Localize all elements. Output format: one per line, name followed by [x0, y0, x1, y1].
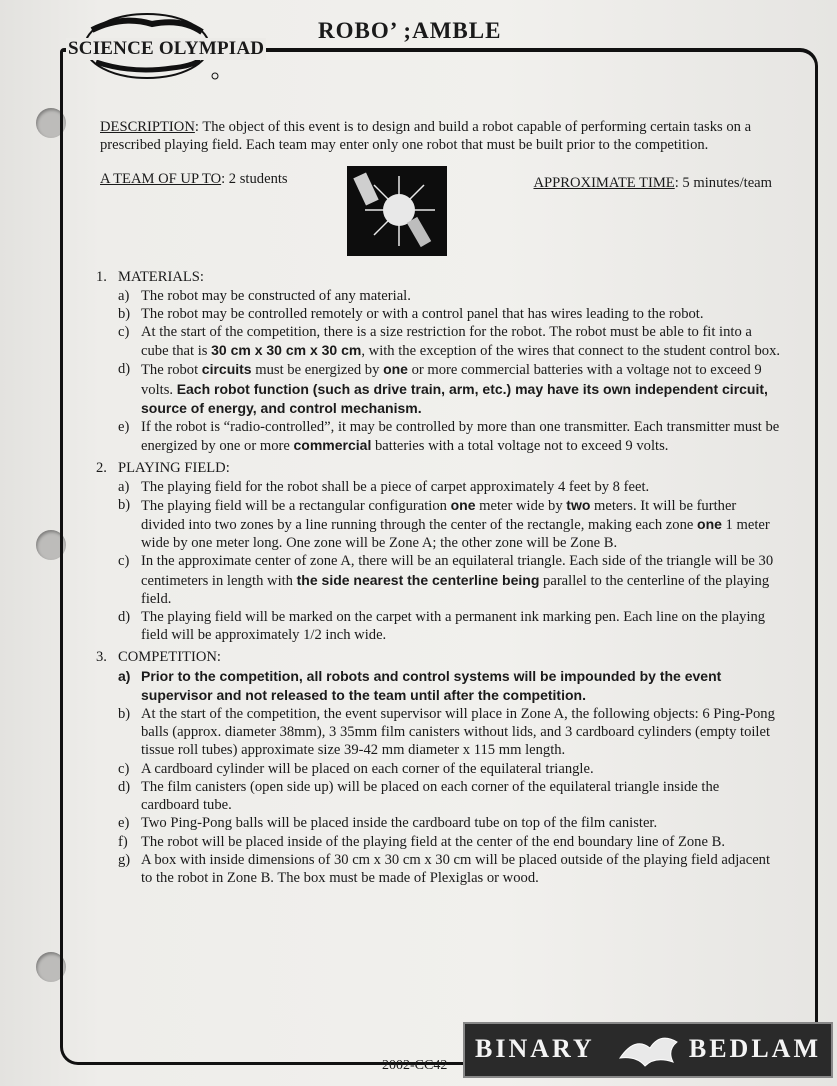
item-bold: 30 cm x 30 cm x 30 cm [211, 342, 362, 359]
item-bold: one [450, 496, 476, 513]
description-text: : The object of this event is to design and build a robot capable of performing certain tasks on a prescribed playing field. Each team may enter only one robot that must be built prior to the competition. [100, 119, 752, 154]
section-competition [96, 648, 780, 887]
list-item [96, 608, 780, 644]
list-item [96, 305, 780, 323]
item-text: batteries with a total voltage not to exceed 9 volts. [371, 438, 669, 455]
item-text: In the approximate center of zone A, there will be an equilateral triangle. Each side of the triangle will be 30 centimeters in length with [141, 553, 774, 589]
item-bold: two [566, 496, 591, 513]
meta-row [100, 164, 780, 264]
item-bold: commercial [293, 437, 372, 454]
item-text: The playing field for the robot shall be a piece of carpet approximately 4 feet by 8 feet. [141, 478, 650, 495]
approximate-time [533, 174, 772, 192]
section-materials [96, 268, 780, 455]
item-letter: a) [118, 287, 130, 304]
list-item [96, 833, 780, 851]
time-label: APPROXIMATE TIME [533, 175, 675, 192]
list-item [96, 778, 780, 814]
section-title: COMPETITION: [118, 649, 221, 666]
robot-emblem-image [347, 166, 447, 256]
section-heading [96, 268, 780, 286]
item-text: The robot [141, 362, 202, 379]
item-text: meters. It will be further divided into two zones by a line running through the center of the rectangle, making each zone [141, 497, 737, 534]
document-body [96, 118, 781, 887]
item-text: At the start of the competition, the event supervisor will place in Zone A, the following objects: 6 Ping-Pong balls (approx. diameter 38mm), 3 35mm film canisters without lids, and 3 cardboard cylinders (empty toilet tissue roll tubes) approximate size 39-42 mm diameter x 115 mm length. [141, 706, 775, 759]
item-bold: one [697, 516, 722, 533]
item-text: A box with inside dimensions of 30 cm x 30 cm x 30 cm will be placed outside of the playing field adjacent to the robot in Zone B. The box must be made of Plexiglas or wood. [141, 851, 771, 886]
item-bold: one [383, 361, 408, 378]
item-text: parallel to the centerline of the playing field. [141, 572, 770, 607]
item-bold: circuits [201, 361, 252, 378]
section-title: PLAYING FIELD: [118, 460, 230, 477]
list-item [96, 814, 780, 832]
item-text: A cardboard cylinder will be placed on each corner of the equilateral triangle. [141, 760, 594, 777]
item-letter: e) [118, 419, 130, 436]
section-number: 2. [96, 460, 107, 477]
item-letter: d) [118, 361, 131, 378]
item-letter: a) [118, 667, 131, 684]
item-text: The robot will be placed inside of the playing field at the center of the end boundary line of Zone B. [141, 833, 725, 850]
item-letter: c) [118, 324, 130, 341]
item-bold: Prior to the competition, all robots and control systems will be impounded by the event supervisor and not released to the team until after the competition. [141, 667, 722, 703]
list-item [96, 496, 780, 553]
binary-bedlam-watermark [463, 1022, 833, 1078]
list-item [96, 418, 780, 455]
item-letter: e) [118, 815, 130, 832]
item-letter: d) [118, 609, 131, 626]
item-letter: b) [118, 706, 131, 723]
description [100, 118, 780, 154]
item-letter: g) [118, 851, 131, 868]
item-letter: a) [118, 478, 130, 495]
section-heading [96, 459, 780, 477]
list-item [96, 478, 780, 496]
description-label: DESCRIPTION [100, 119, 195, 135]
list-item [96, 705, 780, 760]
item-bold: Each robot function (such as drive train, arm, etc.) may have its own independent circuit, source of energy, and control mechanism. [141, 380, 768, 416]
item-letter: f) [118, 833, 128, 850]
item-letter: b) [118, 305, 131, 322]
dragon-icon [615, 1028, 685, 1072]
item-text: must be energized by [251, 362, 384, 379]
section-number: 1. [96, 269, 107, 286]
item-text: The robot may be controlled remotely or with a control panel that has wires leading to the robot. [141, 305, 704, 322]
list-item [96, 287, 780, 305]
item-text: Two Ping-Pong balls will be placed inside the cardboard tube on top of the film canister. [141, 815, 658, 832]
list-item [96, 323, 780, 360]
item-letter: c) [118, 553, 130, 570]
item-text: At the start of the competition, there is a size restriction for the robot. The robot must be able to fit into a cube that is [141, 324, 752, 360]
item-text: or more commercial batteries with a voltage not to exceed 9 volts. [141, 362, 762, 398]
section-heading [96, 648, 780, 666]
item-text: If the robot is “radio-controlled”, it may be controlled by more than one transmitter. Each transmitter must be energized by one or more [141, 419, 780, 455]
list-item [96, 851, 780, 887]
list-item [96, 760, 780, 778]
watermark-left-text: BINARY [475, 1034, 595, 1063]
team-value: : 2 students [221, 171, 288, 188]
list-item [96, 360, 780, 418]
time-value: : 5 minutes/team [674, 175, 772, 192]
document-code: 2002-CC42 [382, 1058, 448, 1073]
logo-text: SCIENCE OLYMPIAD [68, 38, 265, 59]
item-letter: b) [118, 496, 131, 513]
list-item [96, 667, 780, 705]
section-title: MATERIALS: [118, 269, 204, 286]
list-item [96, 552, 780, 608]
item-text: The playing field will be marked on the carpet with a permanent ink marking pen. Each line on the playing field will be approximately 1/2 inch wide. [141, 609, 766, 644]
item-letter: d) [118, 778, 131, 795]
item-text: The film canisters (open side up) will be placed on each corner of the equilateral triangle inside the cardboard tube. [141, 778, 720, 814]
item-text: , with the exception of the wires that connect to the student control box. [361, 343, 781, 360]
team-label: A TEAM OF UP TO [100, 171, 222, 188]
section-playing-field [96, 459, 780, 644]
section-number: 3. [96, 649, 107, 666]
event-title: ROBO’ ;AMBLE [318, 18, 502, 43]
item-bold: the side nearest the centerline being [296, 571, 540, 588]
watermark-right-text: BEDLAM [688, 1034, 821, 1063]
item-text: The playing field will be a rectangular configuration [141, 497, 451, 514]
item-text: meter wide by [475, 497, 567, 514]
team-size [100, 170, 288, 188]
item-letter: c) [118, 760, 130, 777]
item-text: The robot may be constructed of any material. [141, 287, 411, 304]
item-text: 1 meter wide by one meter long. One zone will be Zone A; the other zone will be Zone B. [141, 517, 770, 552]
